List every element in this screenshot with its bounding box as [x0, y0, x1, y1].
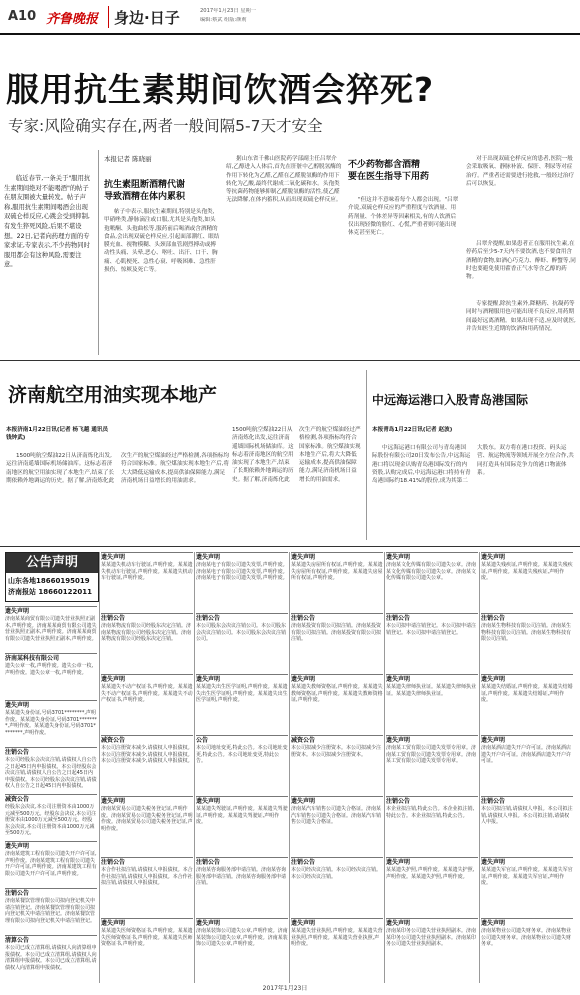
- notice-title: 减资公告: [101, 737, 126, 744]
- notice-text: 济南某酒店遗失开户许可证。济南某酒店遗失开户许可证。济南某酒店遗失开户许可证。: [481, 745, 572, 765]
- notice-text: 本公司拟申请注销登记。本公司拟申请注销登记。本公司拟申请注销登记。: [386, 623, 477, 636]
- notice-item: [196, 918, 288, 978]
- notices-header-box: [5, 552, 99, 602]
- notice-item: [5, 935, 97, 981]
- notice-text: 本公司地址变更,特此公告。本公司地址变更,特此公告。本公司地址变更,特此公告。: [196, 745, 288, 765]
- notice-text: 济南某某商贸有限公司遗失营业执照正副本,声明作废。济南某某商贸有限公司遗失营业执照正副本,声明作废。济南某某商贸有限公司遗失营业执照正副本,声明作废。: [5, 616, 97, 642]
- notice-item: [481, 857, 573, 917]
- notice-title: 注销公告: [386, 798, 411, 805]
- article3-headline: 中远海运港口入股青岛港国际: [372, 393, 529, 407]
- notice-title: 遗失声明: [481, 737, 506, 744]
- notice-column-divider: [194, 552, 195, 983]
- notice-item: [101, 552, 193, 612]
- notice-title: 遗失声明: [386, 920, 411, 927]
- notice-column-divider: [479, 552, 480, 983]
- notice-title: 遗失声明: [386, 859, 411, 866]
- notice-title: 减资公告: [5, 796, 30, 803]
- notice-text: 济南某物流有限公司经股东决定注销。济南某物流有限公司经股东决定注销。济南某物流有限公司经股东决定注销。: [101, 623, 192, 643]
- notice-title: 注销公告: [196, 615, 221, 622]
- notice-title: 遗失声明: [5, 608, 30, 615]
- notice-title: 遗失声明: [101, 798, 126, 805]
- notice-item: [291, 857, 383, 917]
- notice-item: [481, 735, 573, 795]
- notice-item: [481, 796, 573, 856]
- article1-body-6: 专家提醒,除抗生素外,降糖药、抗凝药等同时与酒精服用也可能出现不良反应,用药期间最好远离酒精。如果出现不适,应及时就医,并告知医生近期的饮酒和用药情况。: [466, 301, 576, 332]
- column-divider: [366, 370, 367, 540]
- date-line: 2017年1月23日 星期一: [200, 8, 256, 14]
- notice-text: 本公司经决议注销。本公司经决议注销。本公司经决议注销。: [291, 867, 382, 880]
- notice-item: [101, 796, 193, 856]
- notice-text: 济南某物业公司遗失财务章。济南某物业公司遗失财务章。济南某物业公司遗失财务章。: [481, 928, 572, 948]
- notice-item: [291, 552, 383, 612]
- notice-text: 某某遗失房屋所有权证,声明作废。某某遗失房屋所有权证,声明作废。某某遗失房屋所有权证,声明作废。: [291, 562, 383, 582]
- notice-title: 遗失声明: [5, 843, 30, 850]
- notice-text: 济南某咨询服务部申请注销。济南某咨询服务部申请注销。济南某咨询服务部申请注销。: [196, 867, 287, 887]
- notice-text: 某某遗失机动车行驶证,声明作废。某某遗失机动车行驶证,声明作废。某某遗失机动车行驶证,声明作废。: [101, 562, 193, 582]
- notice-item: [291, 613, 383, 673]
- editor-line: 编辑:蔡武 组版:颜莉: [200, 17, 247, 23]
- article3-body: 中远海运港口有限公司与青岛港国际股份有限公司20日发布公告,中远海运港口将以现金认购青岛港国际发行的内资股,认购完成后,中远海运港口将持有青岛港国际约18.41%的股份,成为其第二大股东。双方将在港口投资、码头运营、航运物流等领域开展全方位合作,共同打造具有国际竞争力的港口物流体系。: [372, 445, 574, 485]
- notice-item: [196, 613, 288, 673]
- article1-body-2: 据山东省千佛山医院药学部副主任吕翠介绍,乙醇进入人体后,首先在肝脏中乙醇脱氢酶的作用下转化为乙醛,乙醛在乙醛脱氢酶的作用下转化为乙酸,最终代谢成二氧化碳和水。头孢类等抗菌药物能够抑制乙醛脱氢酶的活性,使乙醛无法降解,在体内蓄积,从而出现双硫仑样反应。: [226, 156, 342, 204]
- notice-item: [101, 735, 193, 795]
- notice-item: [386, 674, 478, 734]
- notice-item: [196, 796, 288, 856]
- notice-text: 济南某工贸有限公司遗失发票专用章。济南某工贸有限公司遗失发票专用章。济南某工贸有限公司遗失发票专用章。: [386, 745, 477, 765]
- notice-text: 某某遗失教师资格证,声明作废。某某遗失教师资格证,声明作废。某某遗失教师资格证,声明作废。: [291, 684, 383, 704]
- article1-subheadline: 专家:风险确实存在,两者一般间隔5-7天才安全: [8, 117, 323, 135]
- notice-text: 济南某建筑工程有限公司遗失开户许可证,声明作废。济南某建筑工程有限公司遗失开户许可证,声明作废。济南某建筑工程有限公司遗失开户许可证,声明作废。: [5, 851, 97, 877]
- notices-phone-1: 山东各地18660195019: [8, 577, 90, 585]
- notice-item: [386, 552, 478, 612]
- notices-date-stamp: 2017年1月23日: [262, 985, 308, 992]
- notice-text: 本公司注册资本减少,请债权人申报债权。本公司注册资本减少,请债权人申报债权。本公司注册资本减少,请债权人申报债权。: [101, 745, 193, 765]
- notice-item: [5, 888, 97, 934]
- notice-title: 清算公告: [5, 937, 30, 944]
- notice-item: [101, 857, 193, 917]
- notice-text: 济南某投资有限公司拟注销。济南某投资有限公司拟注销。济南某投资有限公司拟注销。: [291, 623, 382, 643]
- notice-item: [5, 794, 97, 840]
- notice-item: [5, 841, 97, 887]
- notice-title: 注销公告: [481, 798, 506, 805]
- notice-item: [291, 918, 383, 978]
- notice-text: 济南某贸易公司遗失税务登记证,声明作废。济南某贸易公司遗失税务登记证,声明作废。济南某贸易公司遗失税务登记证,声明作废。: [101, 806, 193, 832]
- notices-header: 公告声明: [6, 553, 98, 573]
- notice-title: 遗失声明: [481, 676, 506, 683]
- notice-text: 某某遗失残疾证,声明作废。某某遗失残疾证,声明作废。某某遗失残疾证,声明作废。: [481, 562, 573, 582]
- notice-text: 某某遗失身份证,号码3701********,声明作废。某某遗失身份证,号码3701********,声明作废。某某遗失身份证,号码3701********,声明作废。: [5, 710, 97, 736]
- notice-item: [386, 735, 478, 795]
- masthead: [0, 0, 580, 40]
- notices-phone-2: 济南报站 18660122011: [8, 588, 93, 596]
- notice-title: 遗失声明: [101, 920, 126, 927]
- notice-item: [196, 735, 288, 795]
- notice-text: 本公司拟减少注册资本。本公司拟减少注册资本。本公司拟减少注册资本。: [291, 745, 382, 758]
- notice-item: [291, 735, 383, 795]
- notice-text: 本企业拟注销,特此公告。本企业拟注销,特此公告。本企业拟注销,特此公告。: [386, 806, 475, 819]
- notice-text: 某某遗失结婚证,声明作废。某某遗失结婚证,声明作废。某某遗失结婚证,声明作废。: [481, 684, 573, 704]
- notice-text: 济南某汽车销售公司遗失合格证。济南某汽车销售公司遗失合格证。济南某汽车销售公司遗失合格证。: [291, 806, 382, 826]
- notice-item: [291, 674, 383, 734]
- notice-title: 遗失声明: [196, 920, 221, 927]
- notice-column-divider: [99, 552, 100, 983]
- notice-title: 遗失声明: [481, 859, 506, 866]
- section-divider: [0, 360, 580, 361]
- notice-text: 济南某电子有限公司遗失发票,声明作废。济南某电子有限公司遗失发票,声明作废。济南某电子有限公司遗失发票,声明作废。: [196, 562, 288, 582]
- notice-title: 注销公告: [5, 890, 30, 897]
- notice-item: [481, 552, 573, 612]
- notice-title: 遗失声明: [386, 676, 411, 683]
- article1-body-3: "但这并不意味着每个人都会出现。"吕翠介说,双硫仑样反应的严重程度与饮酒量、用药剂量、个体差异等因素相关,有的人饮酒后仅出现轻微的脸红、心慌,严重者则可能出现休克甚至死亡。: [348, 197, 459, 237]
- notice-text: 遗失公章一枚,声明作废。遗失公章一枚,声明作废。遗失公章一枚,声明作废。: [5, 663, 94, 676]
- article1-subhead-2: 不少药物都含酒精 要在医生指导下用药: [348, 160, 430, 182]
- notice-title: 注销公告: [386, 615, 411, 622]
- article2-headline: 济南航空用油实现本地产: [8, 384, 218, 406]
- notice-item: [196, 857, 288, 917]
- notice-title: 遗失声明: [386, 737, 411, 744]
- notice-text: 某某遗失驾驶证,声明作废。某某遗失驾驶证,声明作废。某某遗失驾驶证,声明作废。: [196, 806, 288, 826]
- notice-title: 遗失声明: [386, 554, 411, 561]
- notice-text: 某某遗失出生医学证明,声明作废。某某遗失出生医学证明,声明作废。某某遗失出生医学证明,声明作废。: [196, 684, 288, 704]
- notice-title: 注销公告: [291, 859, 316, 866]
- notice-text: 济南某生物科技有限公司注销。济南某生物科技有限公司注销。济南某生物科技有限公司注销。: [481, 623, 572, 643]
- notice-title: 注销公告: [5, 749, 30, 756]
- notice-column-divider: [384, 552, 385, 983]
- notice-title: 注销公告: [196, 859, 221, 866]
- notice-item: [196, 674, 288, 734]
- notice-title: 遗失声明: [291, 798, 316, 805]
- column-divider: [98, 150, 99, 355]
- article1-headline: 服用抗生素期间饮酒会猝死?: [6, 70, 435, 109]
- notice-title: 公告: [196, 737, 209, 744]
- notice-item: [386, 796, 478, 856]
- notice-title: 遗失声明: [291, 554, 316, 561]
- notice-item: [101, 674, 193, 734]
- notice-title: 注销公告: [481, 615, 506, 622]
- notice-text: 济南某文化传媒有限公司遗失公章。济南某文化传媒有限公司遗失公章。济南某文化传媒有限公司遗失公章。: [386, 562, 477, 582]
- notice-text: 某某遗失营业执照,声明作废。某某遗失营业执照,声明作废。某某遗失营业执照,声明作废。: [291, 928, 383, 948]
- notice-column-divider: [289, 552, 290, 983]
- notice-title: 遗失声明: [481, 554, 506, 561]
- notice-item: [481, 613, 573, 673]
- notice-title: 济南某科技有限公司: [5, 655, 60, 662]
- article1-lead: 临近春节,一条关于"服用抗生素期间绝对不能喝酒"的帖子在朋友圈被大量转发。帖子声称,服用抗生素期间喝酒会出现双硫仑样反应,心跳会受到抑制,有发生猝死风险,后果不堪设想。22日,记者向药理方面的专家求证,专家表示,不少药物同时服用都会有这种风险,需要注意。: [4, 175, 91, 269]
- notice-item: [196, 552, 288, 612]
- article1-body-1: 帖子中表示,服抗生素期间,特别是头孢类,甲硝唑类,静脉滴注或口服,尤其是头孢类,如头孢哌酮、头孢曲松等,服药前后喝酒或含酒精的食品,会出现双硫仑样反应,引起面部潮红、眼结膜充血、视物模糊、头颈部血管剧烈搏动或搏动性头痛、头晕,恶心、呕吐、出汗、口干、胸痛、心肌梗死、急性心衰、呼吸困难、急性肝损伤、惊厥及死亡等。: [104, 209, 220, 274]
- notice-title: 遗失声明: [291, 920, 316, 927]
- article1-subhead-1: 抗生素阻断酒精代谢 导致酒精在体内累积: [104, 180, 186, 202]
- notice-item: [386, 857, 478, 917]
- article2-body: 1500吨航空煤油22日从济南炼化出发,运往济南遥墙国际机场储油库。这标志着济南地区的航空用油实现了本地生产,结束了长期依赖外地调运的历史。据了解,济南炼化此次生产的航空煤油经过严格检测,各项指标均符合国家标准。航空煤油实现本地生产后,将大大降低运输成本,提高供油保障能力,满足济南机场日益增长的用油需求。: [6, 453, 230, 484]
- notice-title: 减资公告: [291, 737, 316, 744]
- notice-text: 济南某餐饮管理有限公司拟向登记机关申请注销登记。济南某餐饮管理有限公司拟向登记机关申请注销登记。济南某餐饮管理有限公司拟向登记机关申请注销登记。: [5, 898, 96, 924]
- notice-item: [481, 918, 573, 978]
- masthead-divider: [108, 6, 109, 28]
- notice-text: 经股东会决议,本公司注册资本由1000万元减至500万元。经股东会决议,本公司注册资本由1000万元减至500万元。经股东会决议,本公司注册资本由1000万元减至500万元。: [5, 804, 97, 837]
- notice-title: 遗失声明: [481, 920, 506, 927]
- section-title: 身边·日子: [114, 9, 180, 27]
- article1-body-4: 对于出现双硫仑样反应的患者,医院一般会采取吸氧、静脉补液、保肝、利尿等对症治疗。严重者还需要进行抢救,一般经过治疗后可以恢复。: [466, 156, 575, 187]
- notice-item: [386, 918, 478, 978]
- notice-title: 遗失声明: [101, 676, 126, 683]
- notice-item: [291, 796, 383, 856]
- notice-text: 本公司拟注销,请债权人申报。本公司拟注销,请债权人申报。本公司拟注销,请债权人申报。: [481, 806, 573, 826]
- notice-item: [5, 700, 97, 746]
- page-number: A10: [8, 9, 37, 24]
- article2-dateline: 本报济南1月22日讯(记者 杨飞越 通讯员 钱钟武): [6, 427, 109, 442]
- notice-title: 遗失声明: [196, 676, 221, 683]
- notice-title: 遗失声明: [101, 554, 126, 561]
- notice-item: [5, 606, 97, 652]
- article3-dateline: 本报青岛1月22日讯(记者 赵波): [372, 427, 453, 433]
- notice-item: [481, 674, 573, 734]
- notice-text: 某某遗失律师执业证。某某遗失律师执业证。某某遗失律师执业证。: [386, 684, 477, 697]
- notices-divider: [0, 546, 580, 547]
- notice-item: [101, 918, 193, 978]
- notice-title: 遗失声明: [5, 702, 30, 709]
- notice-text: 某某遗失医师资格证书,声明作废。某某遗失医师资格证书,声明作废。某某遗失医师资格证书,声明作废。: [101, 928, 193, 948]
- article1-body-5: 吕翠介提醒,如果患者正在服用抗生素,在停药后至少5-7天内不要饮酒,也不要食用含酒精的食物,如酒心巧克力、醉虾、醉蟹等,同时也要避免使用藿香正气水等含乙醇的药物。: [466, 241, 576, 281]
- notice-text: 某某遗失不动产权证书,声明作废。某某遗失不动产权证书,声明作废。某某遗失不动产权证书,声明作废。: [101, 684, 193, 704]
- notice-title: 注销公告: [101, 615, 126, 622]
- notice-text: 济南某装饰公司遗失公章,声明作废。济南某装饰公司遗失公章,声明作废。济南某装饰公司遗失公章,声明作废。: [196, 928, 288, 948]
- notice-text: 某某遗失军官证,声明作废。某某遗失军官证,声明作废。某某遗失军官证,声明作废。: [481, 867, 573, 887]
- article1-byline: 本报记者 陈晓丽: [104, 155, 152, 163]
- notice-item: [5, 747, 97, 793]
- notice-text: 某某遗失护照,声明作废。某某遗失护照,声明作废。某某遗失护照,声明作废。: [386, 867, 475, 880]
- paper-logo: 齐鲁晚报: [46, 12, 99, 27]
- notice-title: 遗失声明: [196, 798, 221, 805]
- notice-title: 遗失声明: [196, 554, 221, 561]
- masthead-rule: [0, 33, 580, 35]
- notice-text: 本公司经股东会决议注销,请债权人自公告之日起45日内申报债权。本公司经股东会决议注销,请债权人自公告之日起45日内申报债权。本公司经股东会决议注销,请债权人自公告之日起45日内申报债权。: [5, 757, 97, 790]
- notice-text: 本合作社拟注销,请债权人申报债权。本合作社拟注销,请债权人申报债权。本合作社拟注销,请债权人申报债权。: [101, 867, 193, 887]
- notice-text: 本公司已成立清算组,请债权人向清算组申报债权。本公司已成立清算组,请债权人向清算组申报债权。本公司已成立清算组,请债权人向清算组申报债权。: [5, 945, 97, 971]
- notice-title: 遗失声明: [291, 676, 316, 683]
- notice-title: 注销公告: [291, 615, 316, 622]
- notice-item: [5, 653, 97, 699]
- notice-title: 注销公告: [101, 859, 126, 866]
- notice-text: 济南某印务公司遗失营业执照副本。济南某印务公司遗失营业执照副本。济南某印务公司遗失营业执照副本。: [386, 928, 477, 948]
- article2-body-continued: 1500吨航空煤油22日从济南炼化出发,运往济南遥墙国际机场储油库。这标志着济南地区的航空用油实现了本地生产,结束了长期依赖外地调运的历史。据了解,济南炼化此次生产的航空煤油经过严格检测,各项指标均符合国家标准。航空煤油实现本地生产后,将大大降低运输成本,提高供油保障能力,满足济南机场日益增长的用油需求。: [232, 427, 361, 483]
- notice-item: [101, 613, 193, 673]
- notice-item: [386, 613, 478, 673]
- notice-text: 本公司股东会决议注销公司。本公司股东会决议注销公司。本公司股东会决议注销公司。: [196, 623, 287, 643]
